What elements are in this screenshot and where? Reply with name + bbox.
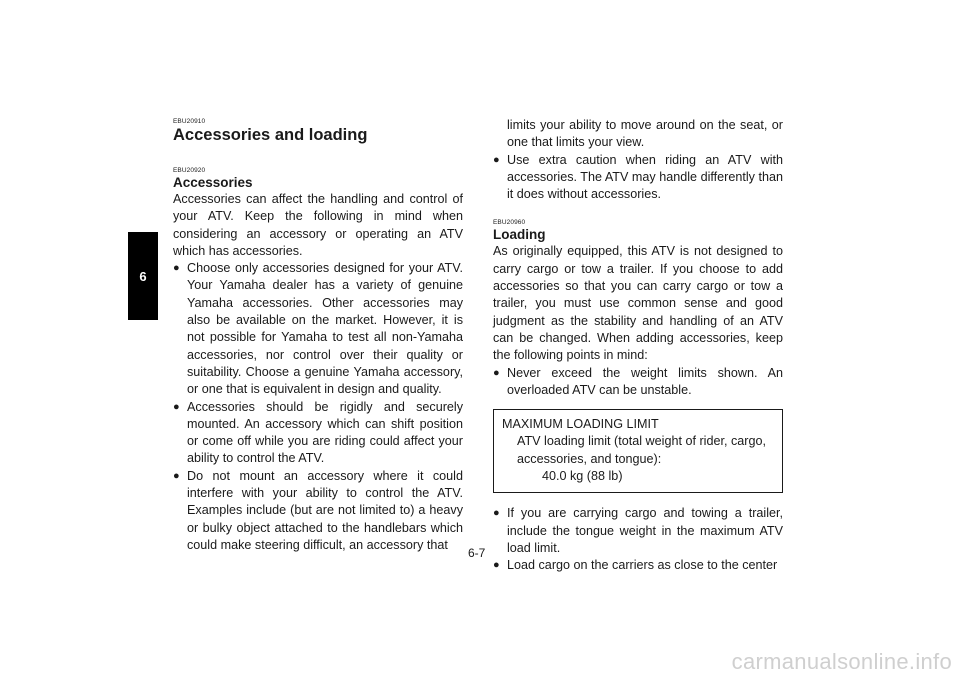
bullet-icon: ● [173,262,180,275]
bullet-icon: ● [493,507,500,520]
list-item [173,399,463,468]
subsection-title-accessories: Accessories [173,175,253,190]
chapter-tab: 6 [128,232,158,320]
section-title: Accessories and loading [173,126,368,144]
list-item-text: If you are carrying cargo and towing a trailer, include the tongue weight in the maximum ATV load limit. [507,506,783,555]
loading-limit-box [493,409,783,493]
bullet-icon: ● [493,366,500,379]
page-number: 6-7 [468,546,486,560]
list-item-text: Use extra caution when riding an ATV with accessories. The ATV may handle differently than it does without accessories. [507,152,783,202]
accessories-intro: Accessories can affect the handling and control of your ATV. Keep the following in mind when considering an accessory or operating an ATV which has accessories. [173,192,463,258]
limit-box-description: ATV loading limit (total weight of rider, cargo, accessories, and tongue): [517,434,766,466]
list-item [173,468,463,554]
list-item [493,152,783,204]
loading-intro: As originally equipped, this ATV is not designed to carry cargo or tow a trailer. If you choose to add accessories so that you can carry cargo or tow a trailer, you must use common sense and good judgment as the stability and handling of an ATV can be changed. When adding accessories, keep the following points in mind: [493,244,783,363]
list-item-text: Choose only accessories designed for your ATV. Your Yamaha dealer has a variety of genuine Yamaha accessories. Other accessories may also be available on the market. However, it is not possible for Yamaha to test all non-Yamaha accessories, nor control over their quality or suitability. Choose a genuine Yamaha accessory, or one that is equivalent in design and quality. [187,261,463,397]
bullet-icon: ● [173,469,180,482]
bullet-icon: ● [493,559,500,572]
list-item-text: Load cargo on the carriers as close to the center [507,558,778,573]
list-item [493,365,783,400]
bullet-icon: ● [493,153,500,166]
subsection-code: EBU20960 [493,219,526,227]
limit-box-value: 40.0 kg (88 lb) [542,469,623,484]
list-item-text: Do not mount an accessory where it could interfere with your ability to control the ATV. Examples include (but are not limited to) a heavy or bulky object attached to the handlebars which could make steering difficult, an accessory that [187,468,463,552]
list-item-text: Never exceed the weight limits shown. An overloaded ATV can be unstable. [507,365,783,397]
watermark: carmanualsonline.info [731,649,952,674]
limit-box-heading: MAXIMUM LOADING LIMIT [502,417,659,432]
list-item [173,260,463,398]
right-column [493,117,783,575]
left-column [173,118,463,554]
list-item [493,505,783,557]
section-code: EBU20910 [173,118,206,125]
bullet-icon: ● [173,400,180,413]
list-item-text: Accessories should be rigidly and securely mounted. An accessory which can shift position or come off while you are riding could affect your ability to control the ATV. [187,399,463,466]
bullet-continuation: limits your ability to move around on the seat, or one that limits your view. [507,118,783,150]
list-item [493,557,783,574]
subsection-code: EBU20920 [173,167,206,174]
subsection-title-loading: Loading [493,227,546,243]
